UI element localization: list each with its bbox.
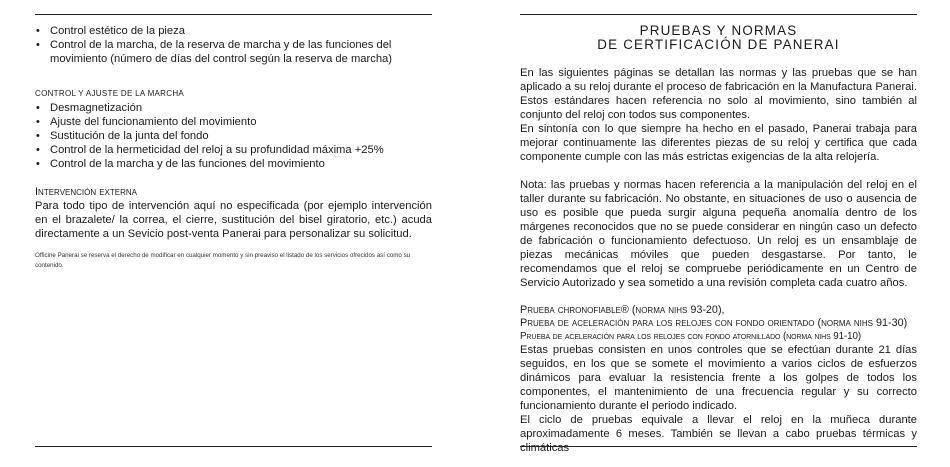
intro-paragraph-2: En sintonía con lo que siempre ha hecho en el pasado, Panerai trabaja para mejorar continuamente las diferentes piezas de su reloj y certifica que cada componente cumple con las más estrictas exigencias de la alta relojería. xyxy=(520,123,917,163)
list-item: • Control de la marcha, de la reserva de marcha y de las funciones del movimiento (número de días del control según la reserva de marcha) xyxy=(36,39,393,65)
section-heading-control: CONTROL Y AJUSTE DE LA MARCHA xyxy=(35,89,185,98)
left-page xyxy=(35,0,432,467)
bullet-icon: • xyxy=(36,158,40,170)
list-item: • Control de la hermeticidad del reloj a su profundidad máxima +25% xyxy=(36,144,384,156)
note-paragraph: Nota: las pruebas y normas hacen referencia a la manipulación del reloj en el taller durante su fabricación. No obstante, en situaciones de uso o ausencia de uso es posible que pueda surgir alguna pequeña anomalía dentro de los márgenes reconocidos que no se puede considerar en ningún caso un defecto de fabricación o funcionamiento defectuoso. Un reloj es un ensamblaje de piezas mecánicas móviles que pueden desgastarse. Por tanto, le recomendamos que el reloj se compruebe periódicamente en un Centro de Servicio Autorizado y sea sometido a una revisión completa cada cuatro años. xyxy=(520,179,917,289)
left-content xyxy=(35,24,432,271)
tests-paragraph-2: El ciclo de pruebas equivale a llevar el reloj en la muñeca durante aproximadamente 6 meses. También se llevan a cabo pruebas térmicas y climáticas xyxy=(520,414,917,454)
right-content xyxy=(520,24,917,455)
list-item: • Sustitución de la junta del fondo xyxy=(36,130,209,142)
top-rule xyxy=(35,14,432,15)
bullet-icon: • xyxy=(36,25,40,37)
page-title-line2: DE CERTIFICACIÓN DE PANERAI xyxy=(597,37,840,52)
top-rule xyxy=(520,14,917,15)
external-text: Para todo tipo de intervención aquí no especificada (por ejemplo intervención en el brazalete/ la correa, el cierre, sustitución del bisel giratorio, etc.) acuda directamente a un Sevicio post-venta Panerai para personalizar su solicitud. xyxy=(35,200,432,240)
bottom-rule xyxy=(520,446,917,447)
footnote: Officine Panerai se reserva el derecho de modificar en cualquier momento y sin preaviso el listado de los servicios ofrecidos así como su contenido. xyxy=(35,252,411,269)
bullet-icon: • xyxy=(36,116,40,128)
bullet-icon: • xyxy=(36,144,40,156)
bullet-icon: • xyxy=(36,39,40,51)
bottom-rule xyxy=(35,446,432,447)
test-heading-2: Prueba de aceleración para los relojes con fondo orientado (norma nihs 91-30) xyxy=(520,317,908,329)
test-heading-3: Prueba de aceleración para los relojes con fondo atornillado (norma nihs 91-10) xyxy=(520,331,861,342)
list-item: • Control estético de la pieza xyxy=(36,25,185,37)
list-item: • Desmagnetización xyxy=(36,102,143,114)
intro-paragraph-1: En las siguientes páginas se detallan las normas y las pruebas que se han aplicado a su reloj durante el proceso de fabricación en la Manufactura Panerai. Estos estándares hacen referencia no solo al movimiento, sino también al conjunto del reloj con todos sus componentes. xyxy=(520,67,917,121)
list-item: • Control de la marcha y de las funciones del movimiento xyxy=(36,158,325,170)
bullet-list-top xyxy=(35,24,432,66)
bullet-icon: • xyxy=(36,130,40,142)
tests-paragraph-1: Estas pruebas consisten en unos controles que se efectúan durante 21 días seguidos, en los que se somete el movimiento a varios ciclos de esfuerzos dinámicos para evaluar la resistencia frente a los golpes de todos los componentes, el mantenimiento de una frecuencia regular y su correcto funcionamiento durante el periodo indicado. xyxy=(520,344,917,412)
test-heading-1: Prueba chronofiable® (norma nihs 93-20), xyxy=(520,304,725,316)
bullet-list-control xyxy=(35,101,432,171)
section-heading-external: Intervención externa xyxy=(35,186,137,198)
list-item: • Ajuste del funcionamiento del movimiento xyxy=(36,116,257,128)
right-page xyxy=(520,0,917,467)
bullet-icon: • xyxy=(36,102,40,114)
page-title-line1: PRUEBAS Y NORMAS xyxy=(639,23,798,38)
